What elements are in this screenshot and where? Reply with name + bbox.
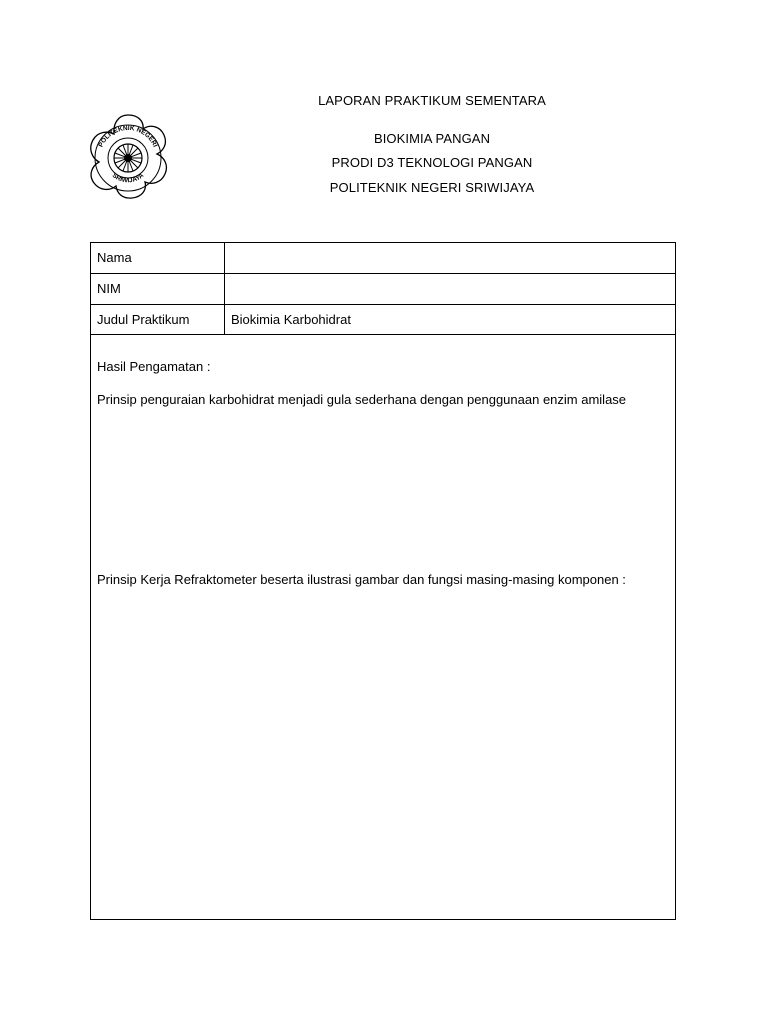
form-row-nama (91, 243, 675, 274)
report-title: LAPORAN PRAKTIKUM SEMENTARA (318, 93, 546, 108)
nama-label: Nama (91, 243, 225, 273)
course-title: BIOKIMIA PANGAN (373, 131, 491, 146)
form-row-judul (91, 305, 675, 335)
program-title: PRODI D3 TEKNOLOGI PANGAN (331, 155, 533, 170)
hasil-pengamatan-label: Hasil Pengamatan : (97, 359, 211, 374)
judul-label: Judul Praktikum (91, 305, 225, 334)
prinsip-refraktometer-text: Prinsip Kerja Refraktometer beserta ilustrasi gambar dan fungsi masing-masing komponen : (97, 572, 626, 587)
report-form (90, 242, 676, 920)
form-row-nim (91, 274, 675, 305)
nama-field[interactable] (225, 243, 675, 273)
nim-label: NIM (91, 274, 225, 304)
logo-text-bottom: SRIWIJAYA (110, 172, 146, 185)
nim-field[interactable] (225, 274, 675, 304)
judul-field[interactable]: Biokimia Karbohidrat (231, 312, 351, 327)
institution-title: POLITEKNIK NEGERI SRIWIJAYA (329, 180, 535, 195)
polsri-logo-icon (84, 112, 172, 200)
prinsip-amilase-text: Prinsip penguraian karbohidrat menjadi gula sederhana dengan penggunaan enzim amilase (97, 392, 627, 407)
logo-text-top: POLITEKNIK NEGERI (97, 124, 159, 149)
svg-text:SRIWIJAYA (111, 172, 146, 185)
